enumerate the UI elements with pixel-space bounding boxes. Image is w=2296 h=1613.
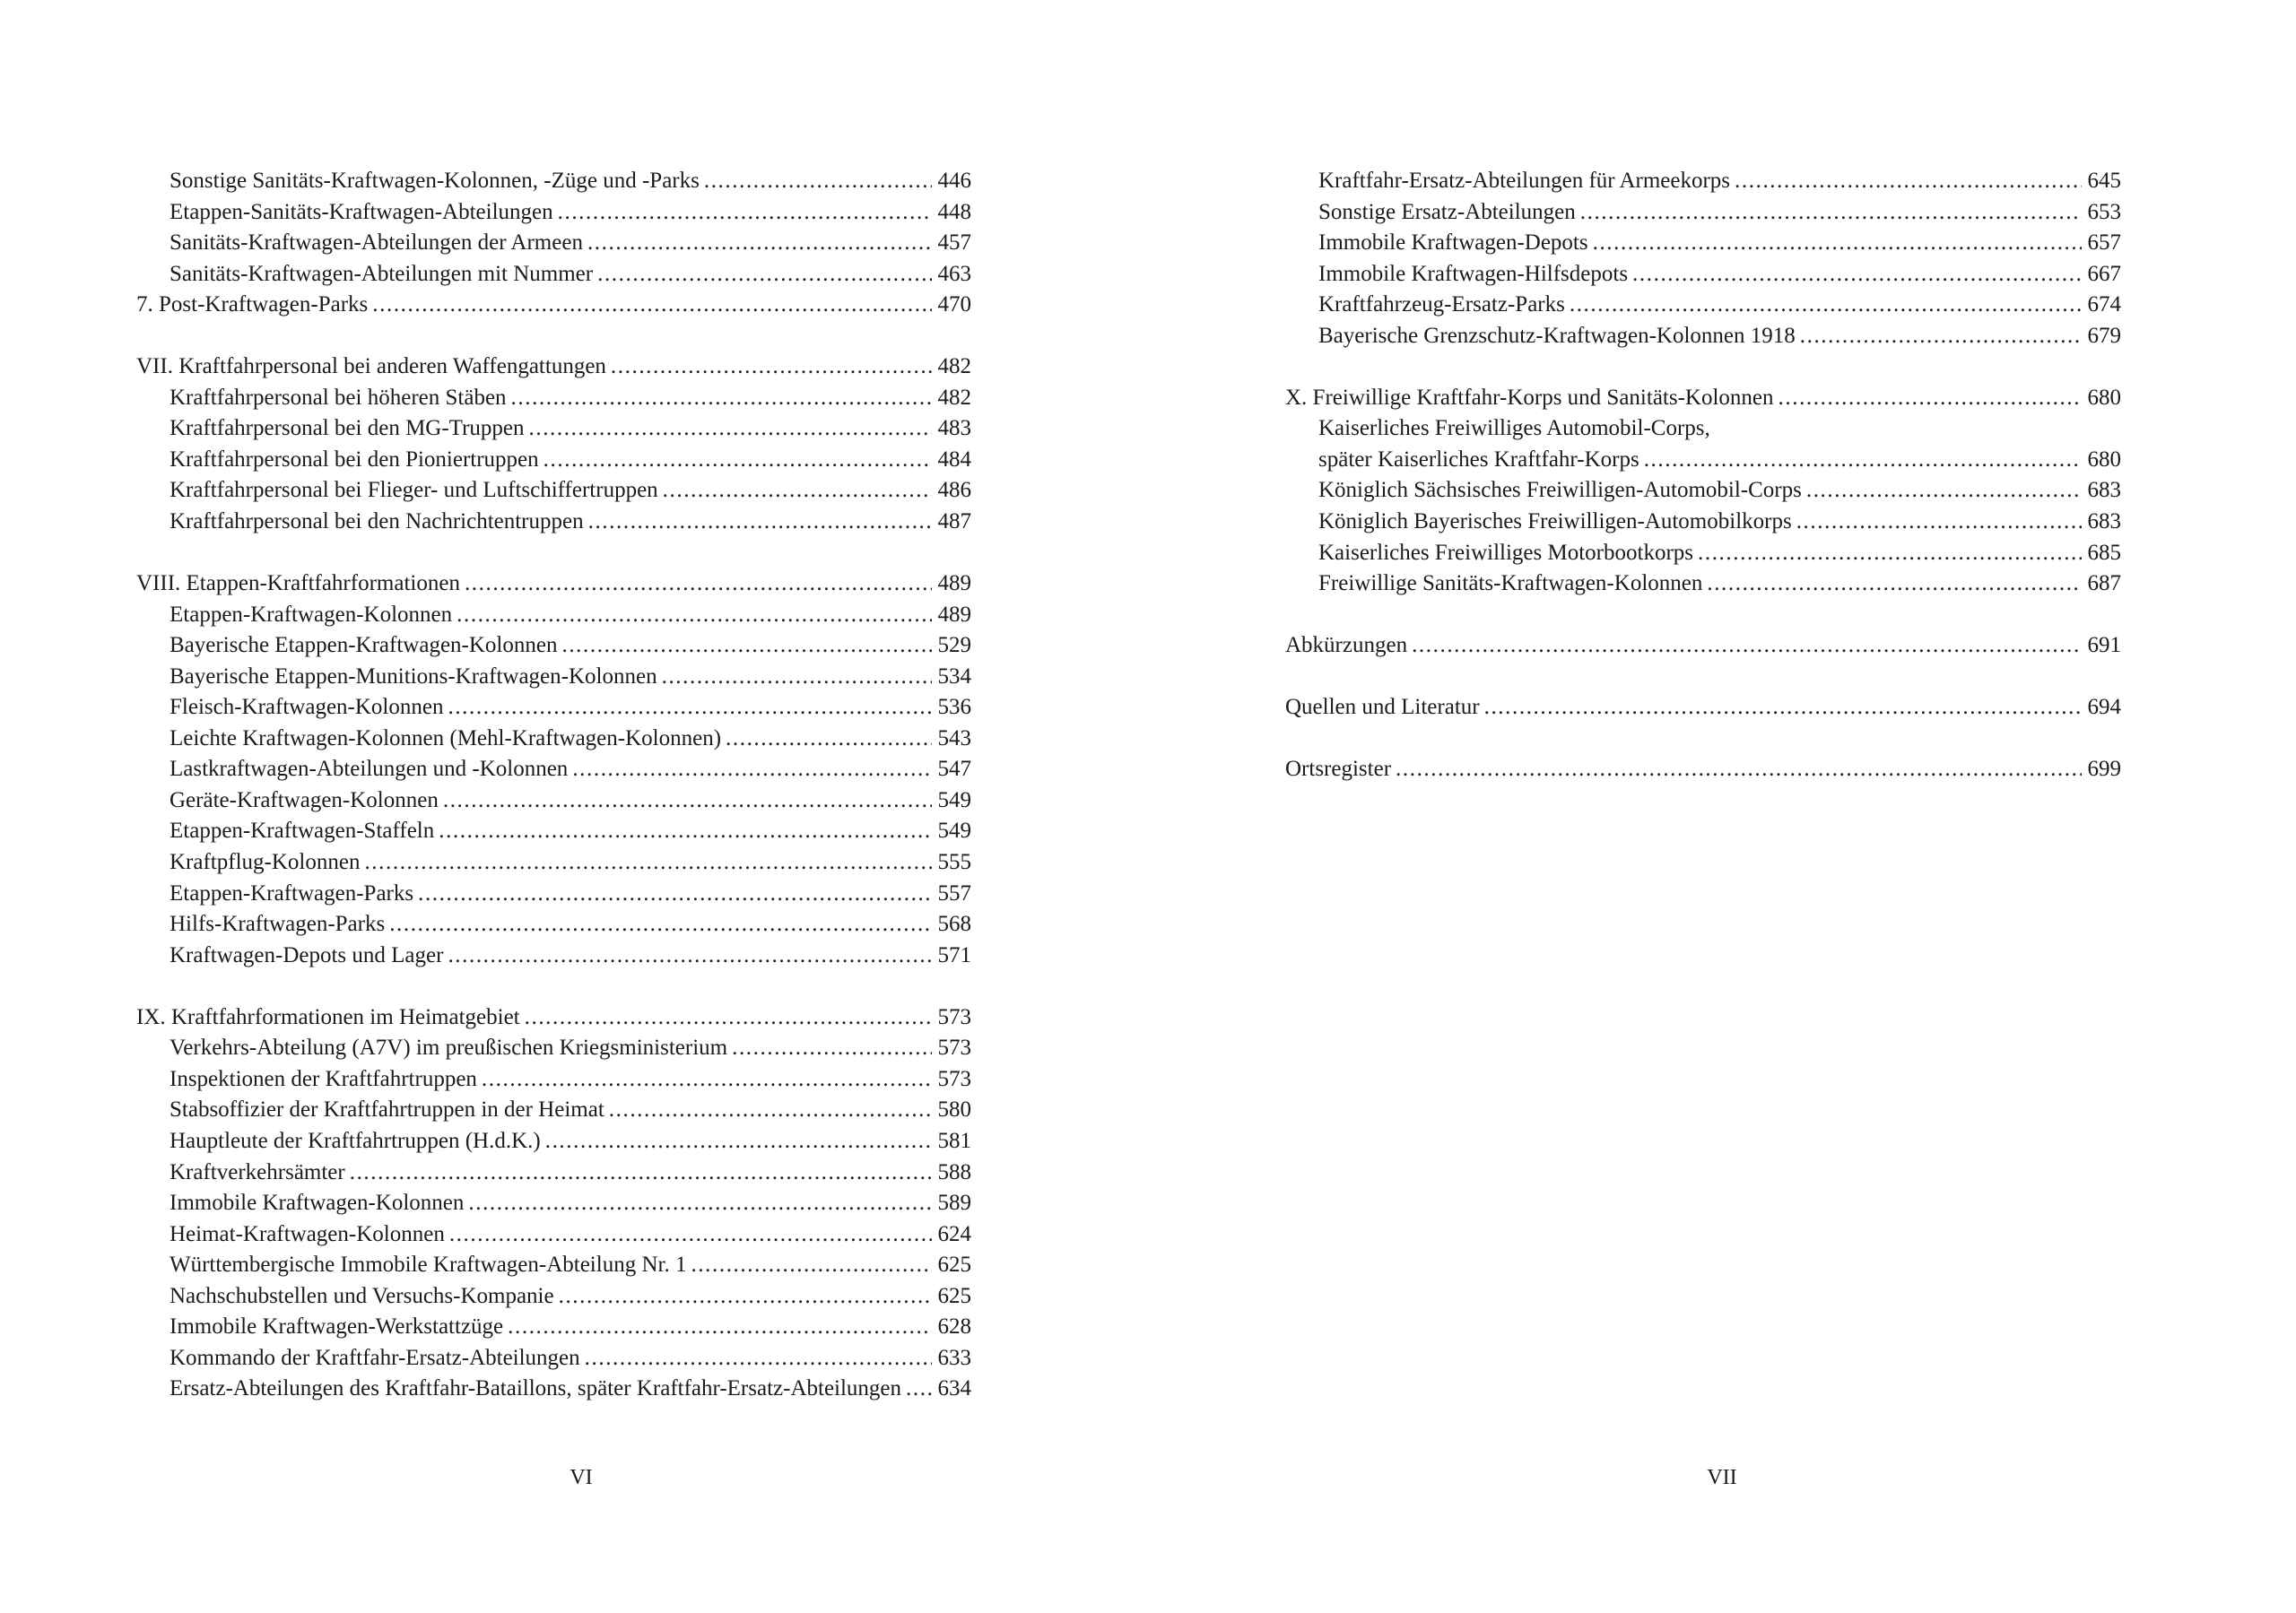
toc-group [136, 166, 971, 321]
toc-entry [136, 847, 971, 879]
toc-entry [1285, 754, 2121, 785]
toc-entry-page: 625 [937, 1253, 971, 1278]
toc-entry-page: 683 [2087, 478, 2121, 503]
toc-entry-label: Inspektionen der Kraftfahrtruppen [170, 1066, 477, 1091]
toc-entry-label: Lastkraftwagen-Abteilungen und -Kolonnen [170, 757, 569, 782]
toc-entry [1285, 228, 2121, 259]
toc-entry-page: 667 [2087, 261, 2121, 286]
dot-leader [1484, 692, 2082, 724]
toc-entry [1285, 475, 2121, 507]
toc-entry-page: 483 [937, 416, 971, 441]
toc-entry-label: Etappen-Sanitäts-Kraftwagen-Abteilungen [170, 199, 553, 224]
dot-leader [389, 909, 931, 941]
toc-entry-label: Etappen-Kraftwagen-Parks [170, 880, 414, 906]
toc-page-right [1285, 166, 2121, 785]
toc-entry-label: Sanitäts-Kraftwagen-Abteilungen mit Nummer [170, 261, 594, 286]
toc-entry-page: 529 [937, 633, 971, 658]
dot-leader [726, 724, 931, 755]
toc-entry-page: 683 [2087, 509, 2121, 534]
toc-entry-label: Kommando der Kraftfahr-Ersatz-Abteilungen [170, 1345, 580, 1370]
toc-entry-page: 482 [937, 354, 971, 379]
toc-entry-label: Kraftfahrpersonal bei den Nachrichtentruppen [170, 509, 584, 534]
dot-leader [439, 816, 931, 847]
toc-entry-label: Immobile Kraftwagen-Depots [1318, 230, 1588, 256]
dot-leader [511, 383, 932, 414]
toc-entry [136, 754, 971, 785]
toc-entry [136, 197, 971, 229]
toc-entry [136, 475, 971, 507]
toc-entry [1285, 692, 2121, 724]
dot-leader [1698, 538, 2082, 569]
toc-entry-page: 573 [937, 1066, 971, 1091]
toc-entry [136, 1002, 971, 1034]
toc-entry-page: 555 [937, 850, 971, 875]
toc-entry [136, 507, 971, 538]
dot-leader [662, 662, 932, 693]
dot-leader [448, 941, 931, 972]
dot-leader [559, 1281, 932, 1313]
page-number-left: VI [570, 1466, 593, 1489]
toc-entry-label: Sonstige Sanitäts-Kraftwagen-Kolonnen, -Züge und -Parks [170, 169, 700, 193]
dot-leader [1800, 321, 2082, 352]
dot-leader [443, 785, 932, 817]
toc-entry-page: 463 [937, 261, 971, 286]
toc-entry [1285, 413, 2121, 445]
toc-entry [136, 816, 971, 847]
toc-entry-page: 568 [937, 912, 971, 937]
toc-entry-label: Bayerische Etappen-Munitions-Kraftwagen-Kolonnen [170, 663, 657, 689]
toc-entry [136, 909, 971, 941]
toc-entry-label: Abkürzungen [1285, 633, 1408, 658]
dot-leader [364, 847, 931, 879]
toc-entry-label: Fleisch-Kraftwagen-Kolonnen [170, 695, 444, 720]
toc-entry-page: 482 [937, 385, 971, 410]
dot-leader [525, 1002, 932, 1034]
toc-group [1285, 383, 2121, 600]
toc-entry-page: 536 [937, 695, 971, 720]
toc-entry-page: 680 [2087, 385, 2121, 410]
toc-entry [136, 413, 971, 445]
toc-entry-label: Kraftfahrpersonal bei Flieger- und Luftschiffertruppen [170, 478, 658, 503]
toc-entry-page: 589 [937, 1191, 971, 1216]
toc-page-left [136, 166, 971, 1405]
toc-entry-label: Sonstige Ersatz-Abteilungen [1318, 199, 1576, 224]
toc-entry-page: 653 [2087, 199, 2121, 224]
dot-leader [561, 630, 931, 662]
dot-leader [1779, 383, 2082, 414]
toc-entry-label: Bayerische Grenzschutz-Kraftwagen-Kolonnen 1918 [1318, 323, 1796, 348]
toc-entry-page: 484 [937, 447, 971, 472]
toc-entry-label: 7. Post-Kraftwagen-Parks [136, 292, 369, 317]
toc-entry [136, 1064, 971, 1096]
toc-group [1285, 166, 2121, 351]
toc-entry [136, 1312, 971, 1343]
dot-leader [906, 1374, 931, 1405]
toc-entry-page: 691 [2087, 633, 2121, 658]
dot-leader [1593, 228, 2082, 259]
toc-entry-page: 657 [2087, 230, 2121, 256]
toc-entry-page: 679 [2087, 323, 2121, 348]
dot-leader [1632, 259, 2081, 291]
dot-leader [350, 1158, 932, 1189]
dot-leader [465, 568, 932, 600]
toc-entry [136, 1219, 971, 1251]
toc-entry-label: Geräte-Kraftwagen-Kolonnen [170, 787, 439, 812]
dot-leader [691, 1250, 931, 1281]
toc-entry-page: 633 [937, 1345, 971, 1370]
toc-entry-label: Etappen-Kraftwagen-Kolonnen [170, 602, 453, 627]
dot-leader [1707, 568, 2081, 600]
toc-entry [136, 166, 971, 197]
toc-entry-label: Kraftverkehrsämter [170, 1159, 345, 1184]
toc-entry-label: Leichte Kraftwagen-Kolonnen (Mehl-Kraftwagen-Kolonnen) [170, 725, 722, 750]
toc-entry-label: Königlich Bayerisches Freiwilligen-Automobilkorps [1318, 509, 1792, 534]
toc-entry-page: 588 [937, 1159, 971, 1184]
toc-entry [1285, 259, 2121, 291]
toc-entry [1285, 290, 2121, 321]
toc-entry [136, 1188, 971, 1219]
toc-entry-label: Kraftfahrpersonal bei höheren Stäben [170, 385, 507, 410]
dot-leader [588, 507, 932, 538]
toc-entry-page: 547 [937, 757, 971, 782]
dot-leader [529, 413, 932, 445]
dot-leader [482, 1064, 932, 1096]
toc-entry [1285, 568, 2121, 600]
toc-entry-label: später Kaiserliches Kraftfahr-Korps [1318, 447, 1639, 472]
toc-entry-page: 680 [2087, 447, 2121, 472]
toc-entry-label: IX. Kraftfahrformationen im Heimatgebiet [136, 1004, 520, 1029]
toc-entry [136, 662, 971, 693]
toc-entry-page: 625 [937, 1283, 971, 1308]
toc-entry-label: Kraftwagen-Depots und Lager [170, 942, 444, 967]
toc-entry-page: 534 [937, 663, 971, 689]
toc-entry-page: 448 [937, 199, 971, 224]
toc-entry-label: Etappen-Kraftwagen-Staffeln [170, 819, 435, 844]
dot-leader [1396, 754, 2081, 785]
toc-entry [136, 445, 971, 476]
toc-entry-label: Kraftfahr-Ersatz-Abteilungen für Armeekorps [1318, 169, 1731, 193]
dot-leader [558, 197, 932, 229]
toc-entry [1285, 507, 2121, 538]
dot-leader [704, 166, 932, 197]
dot-leader [544, 445, 932, 476]
toc-entry-label: Ersatz-Abteilungen des Kraftfahr-Bataillons, später Kraftfahr-Ersatz-Abteilungen [170, 1376, 902, 1401]
dot-leader [449, 1219, 932, 1251]
dot-leader [1796, 507, 2082, 538]
toc-entry [1285, 538, 2121, 569]
toc-entry-label: Kaiserliches Freiwilliges Motorbootkorps [1318, 540, 1693, 565]
dot-leader [609, 1095, 932, 1126]
toc-entry [136, 724, 971, 755]
dot-leader [732, 1033, 931, 1064]
toc-entry [136, 600, 971, 631]
toc-entry-label: Kaiserliches Freiwilliges Automobil-Corps, [1318, 416, 1710, 441]
toc-entry-page: 645 [2087, 169, 2121, 193]
toc-group [1285, 630, 2121, 662]
toc-entry [136, 351, 971, 383]
dot-leader [448, 692, 931, 724]
dot-leader [1570, 290, 2082, 321]
toc-entry [136, 290, 971, 321]
toc-entry [136, 1374, 971, 1405]
toc-entry-page: 489 [937, 602, 971, 627]
toc-entry-page: 699 [2087, 757, 2121, 782]
toc-entry-page: 557 [937, 880, 971, 906]
toc-entry-label: Kraftfahrpersonal bei den MG-Truppen [170, 416, 525, 441]
toc-entry [136, 692, 971, 724]
toc-entry [136, 1158, 971, 1189]
toc-entry-page: 624 [937, 1221, 971, 1246]
toc-entry-label: Stabsoffizier der Kraftfahrtruppen in der Heimat [170, 1097, 604, 1123]
toc-entry-label: Immobile Kraftwagen-Werkstattzüge [170, 1314, 504, 1340]
toc-entry [1285, 445, 2121, 476]
toc-entry-page: 694 [2087, 695, 2121, 720]
toc-entry [136, 941, 971, 972]
toc-entry [136, 1343, 971, 1375]
toc-entry-page: 573 [937, 1004, 971, 1029]
toc-entry-label: Württembergische Immobile Kraftwagen-Abteilung Nr. 1 [170, 1253, 687, 1278]
toc-entry [1285, 197, 2121, 229]
toc-entry-label: Ortsregister [1285, 757, 1392, 782]
toc-entry-page: 457 [937, 230, 971, 256]
dot-leader [611, 351, 932, 383]
toc-entry-label: Kraftfahrzeug-Ersatz-Parks [1318, 292, 1565, 317]
dot-leader [1735, 166, 2081, 197]
dot-leader [545, 1126, 932, 1158]
toc-entry-page: 628 [937, 1314, 971, 1340]
toc-entry-label: Bayerische Etappen-Kraftwagen-Kolonnen [170, 633, 558, 658]
dot-leader [597, 259, 931, 291]
dot-leader [468, 1188, 931, 1219]
page-number-right: VII [1707, 1466, 1737, 1489]
toc-entry-label: Hauptleute der Kraftfahrtruppen (H.d.K.) [170, 1128, 541, 1153]
toc-entry-label: Sanitäts-Kraftwagen-Abteilungen der Armeen [170, 230, 583, 256]
dot-leader [418, 879, 931, 910]
toc-entry [136, 630, 971, 662]
toc-entry-page: 685 [2087, 540, 2121, 565]
toc-entry-page: 486 [937, 478, 971, 503]
toc-entry [136, 568, 971, 600]
toc-entry [136, 879, 971, 910]
toc-group [1285, 754, 2121, 785]
toc-entry-label: Heimat-Kraftwagen-Kolonnen [170, 1221, 445, 1246]
toc-entry-label: VIII. Etappen-Kraftfahrformationen [136, 571, 460, 596]
dot-leader [663, 475, 932, 507]
dot-leader [572, 754, 931, 785]
toc-entry-page: 549 [937, 787, 971, 812]
toc-entry-page: 446 [937, 169, 971, 193]
toc-entry [136, 259, 971, 291]
dot-leader [1806, 475, 2082, 507]
toc-entry [136, 785, 971, 817]
toc-entry [1285, 166, 2121, 197]
toc-entry-page: 580 [937, 1097, 971, 1123]
toc-entry-page: 549 [937, 819, 971, 844]
toc-entry-label: Königlich Sächsisches Freiwilligen-Automobil-Corps [1318, 478, 1802, 503]
dot-leader [585, 1343, 932, 1375]
dot-leader [587, 228, 932, 259]
toc-group [136, 1002, 971, 1405]
toc-entry-label: Immobile Kraftwagen-Hilfsdepots [1318, 261, 1629, 286]
toc-group [136, 351, 971, 537]
toc-entry [136, 1250, 971, 1281]
toc-entry [1285, 321, 2121, 352]
dot-leader [508, 1312, 931, 1343]
toc-entry [136, 383, 971, 414]
toc-entry-label: Nachschubstellen und Versuchs-Kompanie [170, 1283, 554, 1308]
toc-entry [136, 1095, 971, 1126]
toc-entry-label: Kraftfahrpersonal bei den Pioniertruppen [170, 447, 539, 472]
toc-group [1285, 692, 2121, 724]
dot-leader [1580, 197, 2082, 229]
toc-entry-page: 487 [937, 509, 971, 534]
toc-entry-label: Freiwillige Sanitäts-Kraftwagen-Kolonnen [1318, 571, 1703, 596]
toc-entry-label: Immobile Kraftwagen-Kolonnen [170, 1191, 465, 1216]
toc-entry-page: 571 [937, 942, 971, 967]
dot-leader [1644, 445, 2082, 476]
toc-entry-page: 470 [937, 292, 971, 317]
toc-entry [136, 1126, 971, 1158]
toc-entry-page: 581 [937, 1128, 971, 1153]
toc-entry-page: 543 [937, 725, 971, 750]
toc-entry-page: 489 [937, 571, 971, 596]
toc-entry-page: 573 [937, 1036, 971, 1061]
toc-entry [136, 1033, 971, 1064]
toc-entry [136, 1281, 971, 1313]
toc-entry-label: Verkehrs-Abteilung (A7V) im preußischen Kriegsministerium [170, 1036, 728, 1061]
toc-entry-label: Kraftpflug-Kolonnen [170, 850, 361, 875]
toc-entry-label: X. Freiwillige Kraftfahr-Korps und Sanitäts-Kolonnen [1285, 385, 1774, 410]
toc-entry [1285, 383, 2121, 414]
toc-entry-page: 634 [937, 1376, 971, 1401]
dot-leader [457, 600, 931, 631]
toc-entry [1285, 630, 2121, 662]
toc-entry [136, 228, 971, 259]
toc-group [136, 568, 971, 971]
dot-leader [1412, 630, 2081, 662]
toc-entry-label: VII. Kraftfahrpersonal bei anderen Waffengattungen [136, 354, 606, 379]
toc-entry-label: Quellen und Literatur [1285, 695, 1480, 720]
toc-entry-page: 674 [2087, 292, 2121, 317]
toc-entry-label: Hilfs-Kraftwagen-Parks [170, 912, 386, 937]
dot-leader [372, 290, 931, 321]
toc-entry-page: 687 [2087, 571, 2121, 596]
